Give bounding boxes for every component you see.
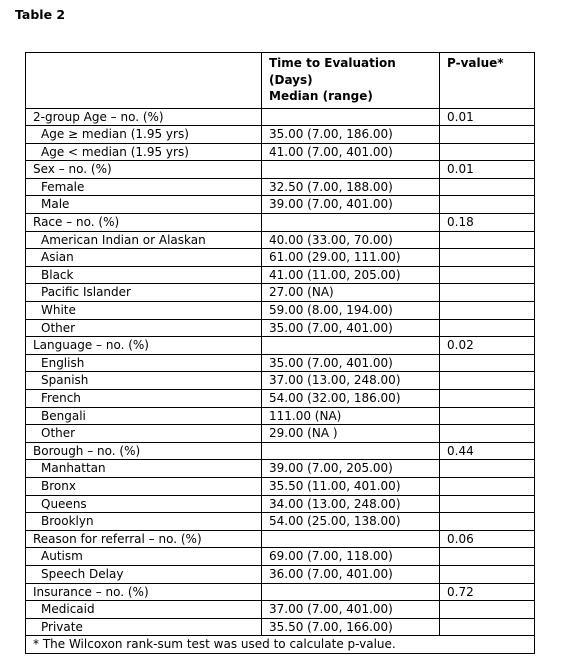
row-pvalue (440, 302, 535, 320)
row-pvalue (440, 231, 535, 249)
row-pvalue (440, 407, 535, 425)
row-value (262, 442, 440, 460)
row-label: American Indian or Alaskan (26, 231, 262, 249)
table-row (26, 126, 535, 144)
row-pvalue: 0.02 (440, 337, 535, 355)
row-pvalue (440, 548, 535, 566)
table-row (26, 548, 535, 566)
table-row (26, 161, 535, 179)
row-pvalue (440, 618, 535, 636)
row-label: Insurance – no. (%) (26, 583, 262, 601)
row-value: 54.00 (25.00, 138.00) (262, 513, 440, 531)
row-value: 36.00 (7.00, 401.00) (262, 565, 440, 583)
row-pvalue (440, 249, 535, 267)
row-label: French (26, 390, 262, 408)
table-row (26, 442, 535, 460)
row-pvalue (440, 178, 535, 196)
header-cell-pvalue: P-value* (440, 53, 535, 109)
row-pvalue: 0.72 (440, 583, 535, 601)
row-value: 29.00 (NA ) (262, 425, 440, 443)
row-label: Spanish (26, 372, 262, 390)
header-time-line-3: Median (range) (269, 89, 373, 103)
table-row (26, 390, 535, 408)
row-pvalue: 0.06 (440, 530, 535, 548)
table-row (26, 354, 535, 372)
row-pvalue: 0.01 (440, 161, 535, 179)
row-value: 69.00 (7.00, 118.00) (262, 548, 440, 566)
row-value (262, 108, 440, 126)
table-row (26, 407, 535, 425)
row-label: Medicaid (26, 601, 262, 619)
row-label: Autism (26, 548, 262, 566)
row-value: 40.00 (33.00, 70.00) (262, 231, 440, 249)
row-label: Other (26, 319, 262, 337)
row-pvalue (440, 390, 535, 408)
table-row (26, 372, 535, 390)
row-label: Female (26, 178, 262, 196)
header-cell-label (26, 53, 262, 109)
row-value: 54.00 (32.00, 186.00) (262, 390, 440, 408)
row-value: 34.00 (13.00, 248.00) (262, 495, 440, 513)
row-pvalue (440, 495, 535, 513)
row-label: Pacific Islander (26, 284, 262, 302)
table-row (26, 214, 535, 232)
row-label: White (26, 302, 262, 320)
row-value: 59.00 (8.00, 194.00) (262, 302, 440, 320)
row-label: Black (26, 266, 262, 284)
table-row (26, 284, 535, 302)
row-label: Language – no. (%) (26, 337, 262, 355)
row-pvalue (440, 354, 535, 372)
row-label: Age ≥ median (1.95 yrs) (26, 126, 262, 144)
row-pvalue (440, 601, 535, 619)
row-label: Speech Delay (26, 565, 262, 583)
row-value: 41.00 (11.00, 205.00) (262, 266, 440, 284)
row-label: Sex – no. (%) (26, 161, 262, 179)
row-pvalue (440, 319, 535, 337)
footnote-row (26, 636, 535, 654)
row-value (262, 214, 440, 232)
row-pvalue (440, 460, 535, 478)
row-label: Brooklyn (26, 513, 262, 531)
row-value (262, 161, 440, 179)
row-value: 35.00 (7.00, 401.00) (262, 354, 440, 372)
table-row (26, 196, 535, 214)
row-pvalue (440, 513, 535, 531)
header-time-line-1: Time to Evaluation (269, 56, 396, 70)
row-pvalue: 0.44 (440, 442, 535, 460)
table-row (26, 337, 535, 355)
row-label: Bengali (26, 407, 262, 425)
row-value (262, 583, 440, 601)
table-row (26, 495, 535, 513)
row-pvalue (440, 565, 535, 583)
table-row (26, 460, 535, 478)
row-pvalue (440, 477, 535, 495)
row-value: 35.50 (7.00, 166.00) (262, 618, 440, 636)
table-row (26, 319, 535, 337)
row-value: 35.50 (11.00, 401.00) (262, 477, 440, 495)
row-value: 37.00 (7.00, 401.00) (262, 601, 440, 619)
row-value: 32.50 (7.00, 188.00) (262, 178, 440, 196)
row-label: Queens (26, 495, 262, 513)
row-label: Age < median (1.95 yrs) (26, 143, 262, 161)
table-row (26, 565, 535, 583)
footnote: * The Wilcoxon rank-sum test was used to calculate p-value. (26, 636, 535, 654)
table-row (26, 618, 535, 636)
row-label: Private (26, 618, 262, 636)
row-pvalue (440, 143, 535, 161)
table-row (26, 108, 535, 126)
table-row (26, 143, 535, 161)
table-row (26, 513, 535, 531)
row-label: 2-group Age – no. (%) (26, 108, 262, 126)
row-value: 27.00 (NA) (262, 284, 440, 302)
row-value: 41.00 (7.00, 401.00) (262, 143, 440, 161)
table-row (26, 249, 535, 267)
row-label: Borough – no. (%) (26, 442, 262, 460)
table-row (26, 178, 535, 196)
table-row (26, 302, 535, 320)
row-label: Bronx (26, 477, 262, 495)
row-label: Reason for referral – no. (%) (26, 530, 262, 548)
row-value: 39.00 (7.00, 205.00) (262, 460, 440, 478)
data-table (25, 52, 535, 654)
row-value: 35.00 (7.00, 401.00) (262, 319, 440, 337)
table-row (26, 530, 535, 548)
row-pvalue (440, 425, 535, 443)
table-row (26, 601, 535, 619)
row-value (262, 337, 440, 355)
table-row (26, 477, 535, 495)
row-pvalue (440, 284, 535, 302)
table-row (26, 231, 535, 249)
row-label: Other (26, 425, 262, 443)
row-value: 61.00 (29.00, 111.00) (262, 249, 440, 267)
row-value: 35.00 (7.00, 186.00) (262, 126, 440, 144)
row-pvalue (440, 126, 535, 144)
row-label: English (26, 354, 262, 372)
row-value: 37.00 (13.00, 248.00) (262, 372, 440, 390)
row-label: Male (26, 196, 262, 214)
row-pvalue: 0.18 (440, 214, 535, 232)
row-pvalue (440, 196, 535, 214)
row-label: Manhattan (26, 460, 262, 478)
row-pvalue (440, 266, 535, 284)
row-pvalue: 0.01 (440, 108, 535, 126)
table-title: Table 2 (15, 7, 66, 22)
table-row (26, 425, 535, 443)
row-value: 111.00 (NA) (262, 407, 440, 425)
table-row (26, 266, 535, 284)
row-value (262, 530, 440, 548)
table-header-row (26, 53, 535, 109)
header-cell-time (262, 53, 440, 109)
row-label: Race – no. (%) (26, 214, 262, 232)
table-row (26, 583, 535, 601)
header-time-line-2: (Days) (269, 72, 313, 87)
row-pvalue (440, 372, 535, 390)
row-value: 39.00 (7.00, 401.00) (262, 196, 440, 214)
row-label: Asian (26, 249, 262, 267)
